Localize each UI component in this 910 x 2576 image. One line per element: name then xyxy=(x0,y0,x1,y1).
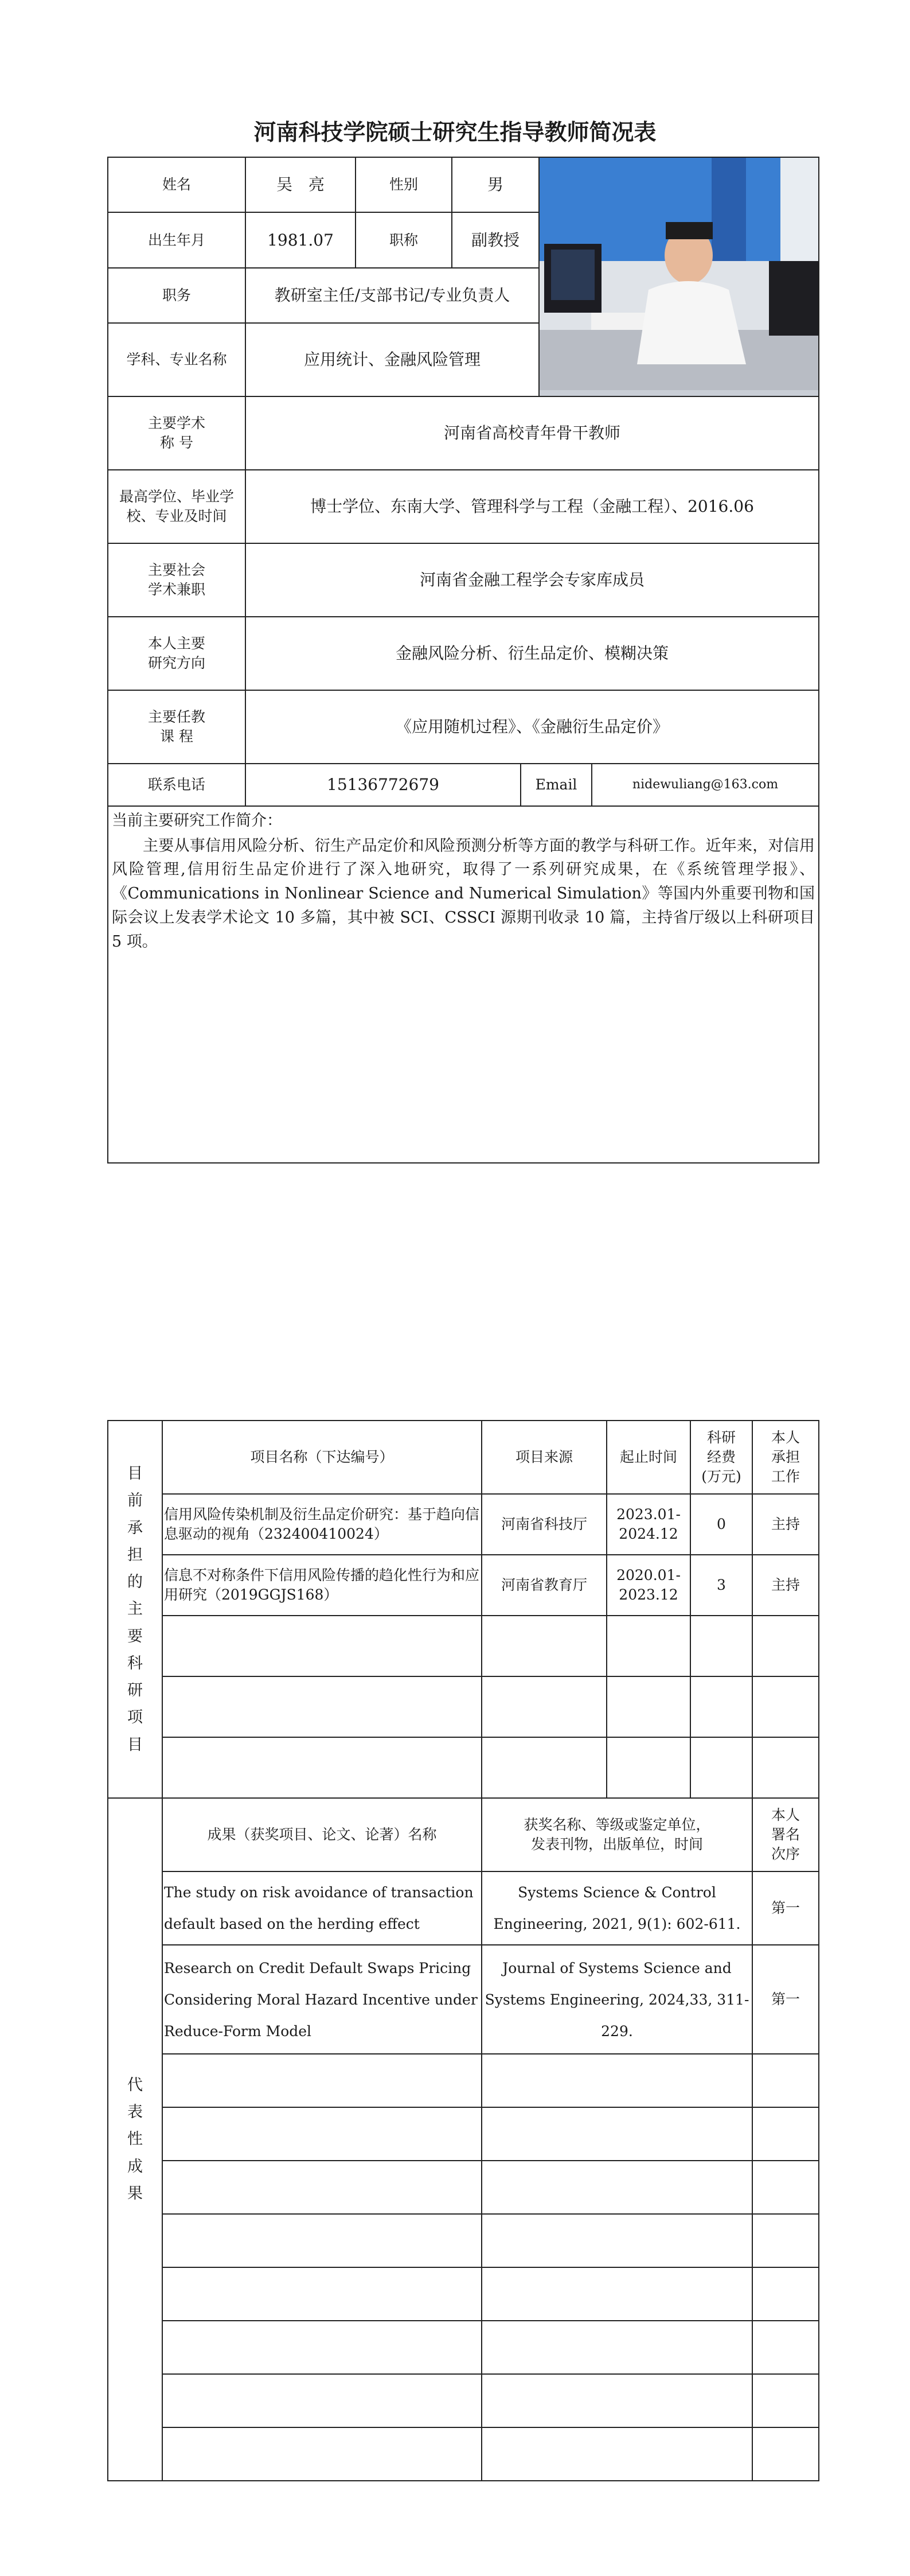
academic-title-label: 主要学术 称 号 xyxy=(108,396,245,470)
social-value: 河南省金融工程学会专家库成员 xyxy=(245,543,819,617)
profile-table xyxy=(107,157,819,1164)
position-value: 教研室主任/支部书记/专业负责人 xyxy=(245,268,539,323)
project-period: 2020.01-2023.12 xyxy=(607,1555,690,1616)
project-funds: 0 xyxy=(690,1494,752,1555)
email-label: Email xyxy=(521,764,592,806)
achievement-name: The study on risk avoidance of transaction default based on the herding effect xyxy=(162,1871,482,1945)
birth-value: 1981.07 xyxy=(245,212,356,267)
gender-label: 性别 xyxy=(356,157,452,212)
page-title: 河南科技学院硕士研究生指导教师简况表 xyxy=(253,120,657,146)
discipline-value: 应用统计、金融风险管理 xyxy=(245,323,539,396)
email-value: nidewuliang@163.com xyxy=(592,764,819,806)
name-label: 姓名 xyxy=(108,157,245,212)
achievement-rank-header: 本人 署名 次序 xyxy=(752,1798,819,1871)
achievement-name-header: 成果（获奖项目、论文、论著）名称 xyxy=(162,1798,482,1871)
project-period: 2023.01-2024.12 xyxy=(607,1494,690,1555)
birth-label: 出生年月 xyxy=(108,212,245,267)
research-value: 金融风险分析、衍生品定价、模糊决策 xyxy=(245,617,819,690)
position-label: 职务 xyxy=(108,268,245,323)
table-row xyxy=(108,1871,819,1945)
courses-value: 《应用随机过程》、《金融衍生品定价》 xyxy=(245,690,819,764)
empty-row xyxy=(108,2267,819,2321)
project-period-header: 起止时间 xyxy=(607,1421,690,1494)
research-summary xyxy=(108,806,819,1163)
project-name: 信息不对称条件下信用风险传播的趋化性行为和应用研究（2019GGJS168） xyxy=(162,1555,482,1616)
achievement-name: Research on Credit Default Swaps Pricing Considering Moral Hazard Incentive under Reduce-Form Model xyxy=(162,1945,482,2054)
project-source-header: 项目来源 xyxy=(482,1421,607,1494)
achievement-source-header: 获奖名称、等级或鉴定单位， 发表刊物，出版单位，时间 xyxy=(482,1798,752,1871)
project-name: 信用风险传染机制及衍生品定价研究：基于趋向信息驱动的视角（232400410024） xyxy=(162,1494,482,1555)
empty-row xyxy=(108,1676,819,1737)
empty-row xyxy=(108,2427,819,2481)
research-label: 本人主要 研究方向 xyxy=(108,617,245,690)
project-funds-header: 科研 经费 (万元) xyxy=(690,1421,752,1494)
name-value: 吴 亮 xyxy=(245,157,356,212)
project-role-header: 本人 承担 工作 xyxy=(752,1421,819,1494)
achievement-rank: 第一 xyxy=(752,1945,819,2054)
portrait-illustration xyxy=(540,158,818,390)
achievement-rank: 第一 xyxy=(752,1871,819,1945)
achievement-source: Journal of Systems Science and Systems Engineering, 2024,33, 311-229. xyxy=(482,1945,752,2054)
projects-side-label: 目 前 承 担 的 主 要 科 研 项 目 xyxy=(108,1421,162,1798)
photo-cell xyxy=(539,157,819,396)
social-label: 主要社会 学术兼职 xyxy=(108,543,245,617)
title-label: 职称 xyxy=(356,212,452,267)
summary-body: 主要从事信用风险分析、衍生产品定价和风险预测分析等方面的教学与科研工作。近年来，对信用风险管理,信用衍生品定价进行了深入地研究，取得了一系列研究成果，在《系统管理学报》、《Communications in Nonlinear Science and Numerical Simulation》等国内外重要刊物和国际会议上发表学术论文 10 多篇，其中被 SCI、CSSCI 源期刊收录 10 篇，主持省厅级以上科研项目 5 项。 xyxy=(112,836,815,951)
empty-row xyxy=(108,1616,819,1676)
empty-row xyxy=(108,2107,819,2161)
degree-label: 最高学位、毕业学 校、专业及时间 xyxy=(108,470,245,543)
phone-value: 15136772679 xyxy=(245,764,521,806)
gender-value: 男 xyxy=(452,157,539,212)
empty-row xyxy=(108,2214,819,2267)
empty-row xyxy=(108,2321,819,2374)
empty-row xyxy=(108,2161,819,2214)
project-source: 河南省教育厅 xyxy=(482,1555,607,1616)
table-row xyxy=(108,1494,819,1555)
project-role: 主持 xyxy=(752,1555,819,1616)
empty-row xyxy=(108,2054,819,2107)
achievement-source: Systems Science & Control Engineering, 2021, 9(1): 602-611. xyxy=(482,1871,752,1945)
academic-title-value: 河南省高校青年骨干教师 xyxy=(245,396,819,470)
project-name-header: 项目名称（下达编号） xyxy=(162,1421,482,1494)
table-row xyxy=(108,1555,819,1616)
courses-label: 主要任教 课 程 xyxy=(108,690,245,764)
project-role: 主持 xyxy=(752,1494,819,1555)
discipline-label: 学科、专业名称 xyxy=(108,323,245,396)
empty-row xyxy=(108,2374,819,2427)
empty-row xyxy=(108,1737,819,1798)
projects-achievements-table xyxy=(107,1420,819,2481)
project-funds: 3 xyxy=(690,1555,752,1616)
summary-heading: 当前主要研究工作简介： xyxy=(112,811,282,830)
degree-value: 博士学位、东南大学、管理科学与工程（金融工程）、2016.06 xyxy=(245,470,819,543)
table-row xyxy=(108,1945,819,2054)
title-value: 副教授 xyxy=(452,212,539,267)
phone-label: 联系电话 xyxy=(108,764,245,806)
achievements-side-label: 代 表 性 成 果 xyxy=(108,1798,162,2481)
teacher-portrait-photo xyxy=(540,158,818,396)
project-source: 河南省科技厅 xyxy=(482,1494,607,1555)
